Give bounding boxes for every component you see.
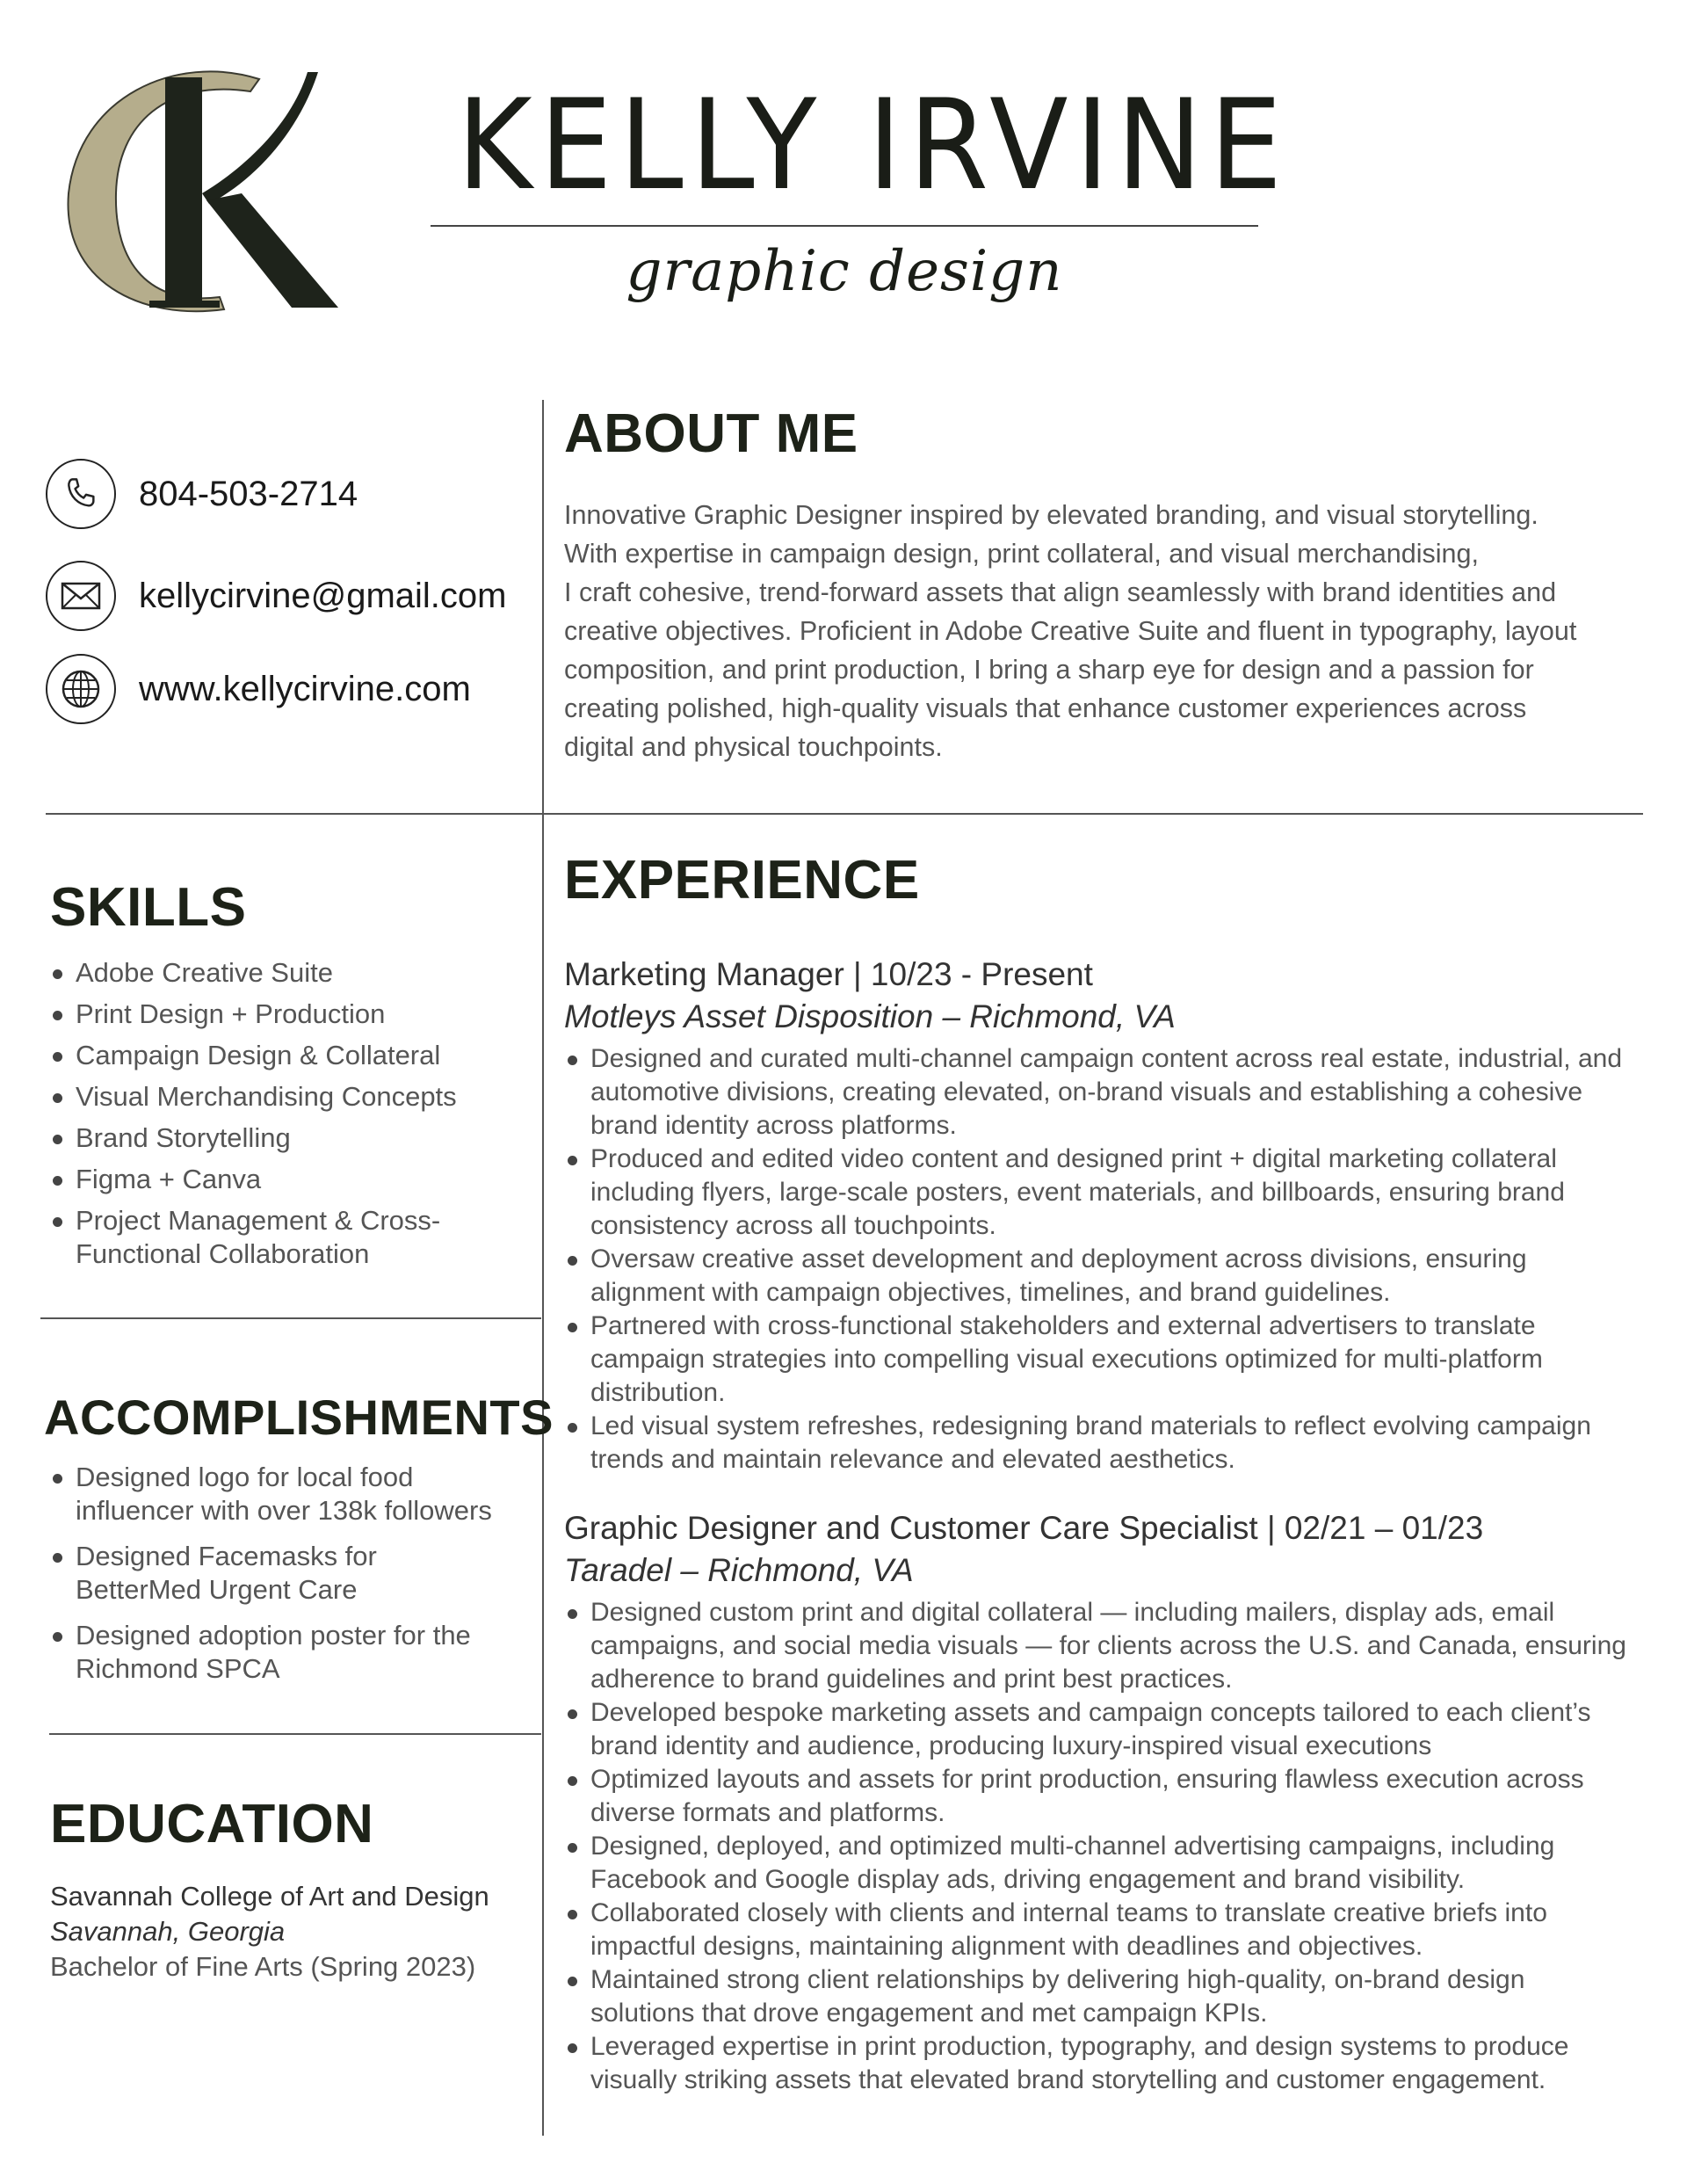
job-bullet: Designed and curated multi-channel campaign content across real estate, industrial, and automotive divisions, creating elevated, on-brand visuals and establishing a cohesive brand identity across platforms. <box>564 1042 1627 1143</box>
experience-heading: EXPERIENCE <box>564 850 920 911</box>
skill-item: Visual Merchandising Concepts <box>49 1080 506 1114</box>
job-bullet: Collaborated closely with clients and internal teams to translate creative briefs into impactful designs, maintaining alignment with deadlines and objectives. <box>564 1897 1627 1963</box>
skill-item: Adobe Creative Suite <box>49 956 506 990</box>
about-line: I craft cohesive, trend-forward assets that align seamlessly with brand identities and <box>564 577 1557 607</box>
about-line: With expertise in campaign design, print collateral, and visual merchandising, <box>564 539 1479 569</box>
about-line: digital and physical touchpoints. <box>564 732 943 762</box>
contact-email[interactable] <box>46 561 506 631</box>
skill-item: Project Management & Cross-Functional Collaboration <box>49 1204 462 1271</box>
job-bullet: Led visual system refreshes, redesigning brand materials to reflect evolving campaign trends and maintain relevance and elevated aesthetics. <box>564 1410 1627 1477</box>
about-heading: ABOUT ME <box>564 403 858 464</box>
email-address[interactable]: kellycirvine@gmail.com <box>139 576 507 615</box>
skills-heading: SKILLS <box>50 877 247 938</box>
candidate-name: KELLY IRVINE <box>457 73 1290 218</box>
contact-website[interactable] <box>46 654 471 724</box>
about-paragraph <box>564 496 1627 766</box>
website-url[interactable]: www.kellycirvine.com <box>139 669 471 708</box>
about-line: creative objectives. Proficient in Adobe Creative Suite and fluent in typography, layout <box>564 616 1577 646</box>
job-bullets <box>564 1596 1627 2097</box>
job-bullet: Leveraged expertise in print production, typography, and design systems to produce visually striking assets that elevated brand storytelling and customer engagement. <box>564 2030 1627 2097</box>
skills-list <box>49 956 506 1271</box>
job-bullets <box>564 1042 1627 1477</box>
phone-icon <box>46 459 116 529</box>
skills-divider <box>40 1317 541 1319</box>
name-underline <box>431 225 1258 227</box>
job-title: Graphic Designer and Customer Care Specialist | 02/21 – 01/23 <box>564 1510 1484 1546</box>
job-bullet: Produced and edited video content and designed print + digital marketing collateral including flyers, large-scale posters, event materials, and billboards, ensuring brand consistency across all touchpoints. <box>564 1143 1627 1243</box>
tagline: graphic design <box>626 239 1063 304</box>
job-bullet: Designed custom print and digital collateral — including mailers, display ads, email campaigns, and social media visuals — for clients across the U.S. and Canada, ensuring adherence to brand guidelines and print best practices. <box>564 1596 1627 1696</box>
skill-item: Campaign Design & Collateral <box>49 1039 506 1072</box>
job-entry <box>564 1510 1636 2097</box>
column-divider <box>542 400 544 2136</box>
job-bullet: Oversaw creative asset development and deployment across divisions, ensuring alignment with campaign objectives, timelines, and brand guidelines. <box>564 1243 1627 1310</box>
skill-item: Figma + Canva <box>49 1163 506 1196</box>
monogram-logo <box>62 62 360 325</box>
about-line: Innovative Graphic Designer inspired by elevated branding, and visual storytelling. <box>564 500 1539 530</box>
accomplishment-item: Designed logo for local food influencer with over 138k followers <box>49 1461 515 1527</box>
job-company: Taradel – Richmond, VA <box>564 1552 914 1588</box>
envelope-icon <box>46 561 116 631</box>
contact-phone[interactable] <box>46 459 358 529</box>
skill-item: Brand Storytelling <box>49 1121 506 1155</box>
job-bullet: Maintained strong client relationships by delivering high-quality, on-brand design solutions that drove engagement and met campaign KPIs. <box>564 1963 1627 2030</box>
accomplishments-heading: ACCOMPLISHMENTS <box>44 1389 554 1445</box>
about-line: creating polished, high-quality visuals that enhance customer experiences across <box>564 693 1527 723</box>
job-bullet: Partnered with cross-functional stakeholders and external advertisers to translate campaign strategies into compelling visual executions optimized for multi-platform distribution. <box>564 1310 1627 1410</box>
education-degree: Bachelor of Fine Arts (Spring 2023) <box>50 1951 476 1982</box>
education-location: Savannah, Georgia <box>50 1916 286 1947</box>
accomplishments-list <box>49 1461 515 1686</box>
job-company: Motleys Asset Disposition – Richmond, VA <box>564 998 1176 1034</box>
about-divider <box>46 813 1643 815</box>
accomplishments-divider <box>49 1733 541 1735</box>
job-bullet: Designed, deployed, and optimized multi-channel advertising campaigns, including Facebook and Google display ads, driving engagement and brand visibility. <box>564 1830 1627 1897</box>
education-heading: EDUCATION <box>50 1794 374 1854</box>
job-bullet: Optimized layouts and assets for print production, ensuring flawless execution across diverse formats and platforms. <box>564 1763 1627 1830</box>
job-bullet: Developed bespoke marketing assets and campaign concepts tailored to each client’s brand identity and audience, producing luxury-inspired visual executions <box>564 1696 1627 1763</box>
education-school: Savannah College of Art and Design <box>50 1881 489 1912</box>
education-entry <box>50 1879 525 1984</box>
globe-icon <box>46 654 116 724</box>
accomplishment-item: Designed adoption poster for the Richmond SPCA <box>49 1619 532 1686</box>
about-line: composition, and print production, I bring a sharp eye for design and a passion for <box>564 655 1534 685</box>
job-title: Marketing Manager | 10/23 - Present <box>564 956 1093 992</box>
job-entry <box>564 956 1636 1477</box>
accomplishment-item: Designed Facemasks for BetterMed Urgent Care <box>49 1540 445 1607</box>
skill-item: Print Design + Production <box>49 998 506 1031</box>
phone-number[interactable]: 804-503-2714 <box>139 474 358 513</box>
